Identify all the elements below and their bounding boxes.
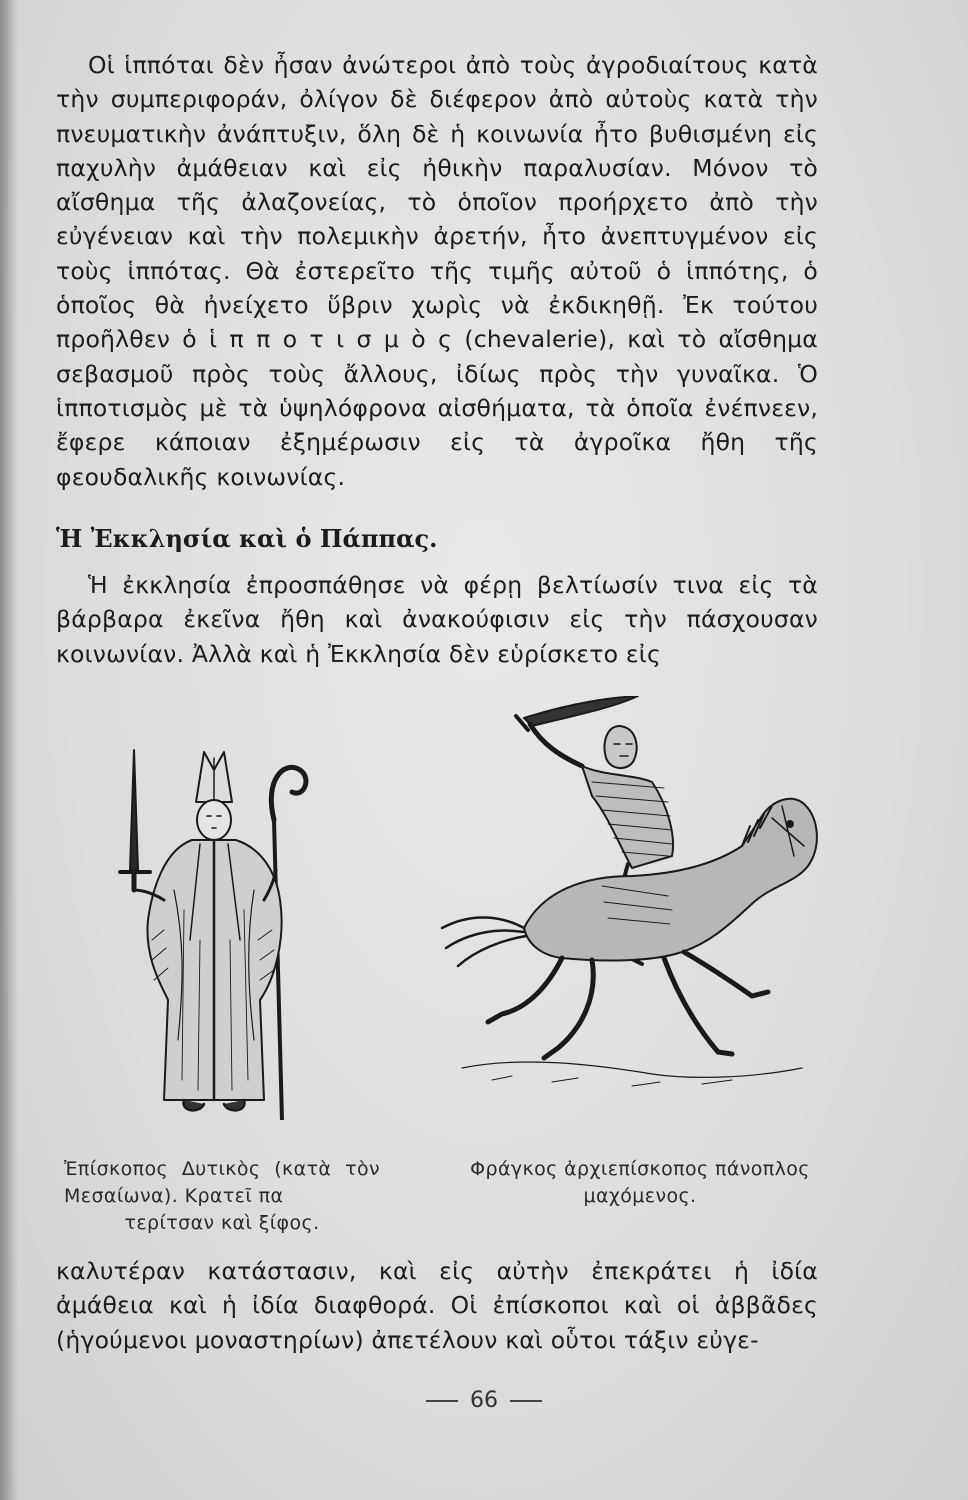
- bishop-illustration: [104, 740, 320, 1120]
- binding-shadow: [0, 0, 18, 1500]
- paragraph-knights: [56, 48, 818, 494]
- caption-knight: Φράγκος ἀρχιεπίσκοπος πάνοπλος μαχόμενος.: [470, 1158, 810, 1207]
- caption-bishop: [64, 1156, 380, 1237]
- section-heading: Ἡ Ἐκκλησία καὶ ὁ Πάππας.: [56, 524, 438, 553]
- paragraph-clergy-text: καλυτέραν κατάστασιν, καὶ εἰς αὐτὴν ἐπεκράτει ἡ ἰδία ἀμάθεια καὶ ἡ ἰδία διαφθορά. Οἱ ἐπίσκοποι καὶ οἱ ἀββᾶδες (ἡγούμενοι μοναστηρίων) ἀπετέλουν καὶ οὗτοι τάξιν εὐγε-: [56, 1257, 818, 1354]
- armored-archbishop-illustration: [432, 696, 826, 1120]
- page-number-dash-left: [426, 1400, 458, 1402]
- paragraph-church: [56, 568, 818, 671]
- page-number: [0, 1388, 968, 1413]
- caption-bishop-main: Ἐπίσκοπος Δυτικὸς (κατὰ τὸν Μεσαίωνα). Κρατεῖ πα: [64, 1158, 380, 1207]
- page-number-dash-right: [510, 1400, 542, 1402]
- caption-bishop-last: τερίτσαν καὶ ξίφος.: [124, 1212, 320, 1234]
- paragraph-knights-text: Οἱ ἱππόται δὲν ἦσαν ἀνώτεροι ἀπὸ τοὺς ἀγροδιαίτους κατὰ τὴν συμπεριφοράν, ὀλίγον δὲ διέφερον ἀπὸ αὐτοὺς κατὰ τὴν πνευματικὴν ἀνάπτυξιν, ὅλη δὲ ἡ κοινωνία ἦτο βυθισμένη εἰς παχυλὴν ἀμάθειαν καὶ εἰς ἠθικὴν παραλυσίαν. Μόνον τὸ αἴσθημα τῆς ἀλαζονείας, τὸ ὁποῖον προήρχετο ἀπὸ τὴν εὐγένειαν καὶ τὴν πολεμικὴν ἀρετήν, ἦτο ἀνεπτυγμένον εἰς τοὺς ἱππότας. Θὰ ἐστερεῖτο τῆς τιμῆς αὐτοῦ ὁ ἱππότης, ὁ ὁποῖος θὰ ἠνείχετο ὕβριν χωρὶς νὰ ἐκδικηθῇ. Ἐκ τούτου προῆλθεν ὁ ἱ π π ο τ ι σ μ ὸ ς (chevalerie), καὶ τὸ αἴσθημα σεβασμοῦ πρὸς τοὺς ἄλλους, ἰδίως πρὸς τὴν γυναῖκα. Ὁ ἱπποτισμὸς μὲ τὰ ὑψηλόφρονα αἰσθήματα, τὰ ὁποῖα ἐνέπνεεν, ἔφερε κάποιαν ἐξημέρωσιν εἰς τὰ ἀγροῖκα ἤθη τῆς φεουδαλικῆς κοινωνίας.: [56, 51, 818, 491]
- paragraph-clergy: [56, 1254, 818, 1357]
- page-number-value: 66: [470, 1388, 498, 1413]
- paragraph-church-text: Ἡ ἐκκλησία ἐπροσπάθησε νὰ φέρῃ βελτίωσίν τινα εἰς τὰ βάρβαρα ἐκεῖνα ἤθη καὶ ἀνακούφισιν εἰς τὴν πάσχουσαν κοινωνίαν. Ἀλλὰ καὶ ἡ Ἐκκλησία δὲν εὑρίσκετο εἰς: [56, 571, 818, 668]
